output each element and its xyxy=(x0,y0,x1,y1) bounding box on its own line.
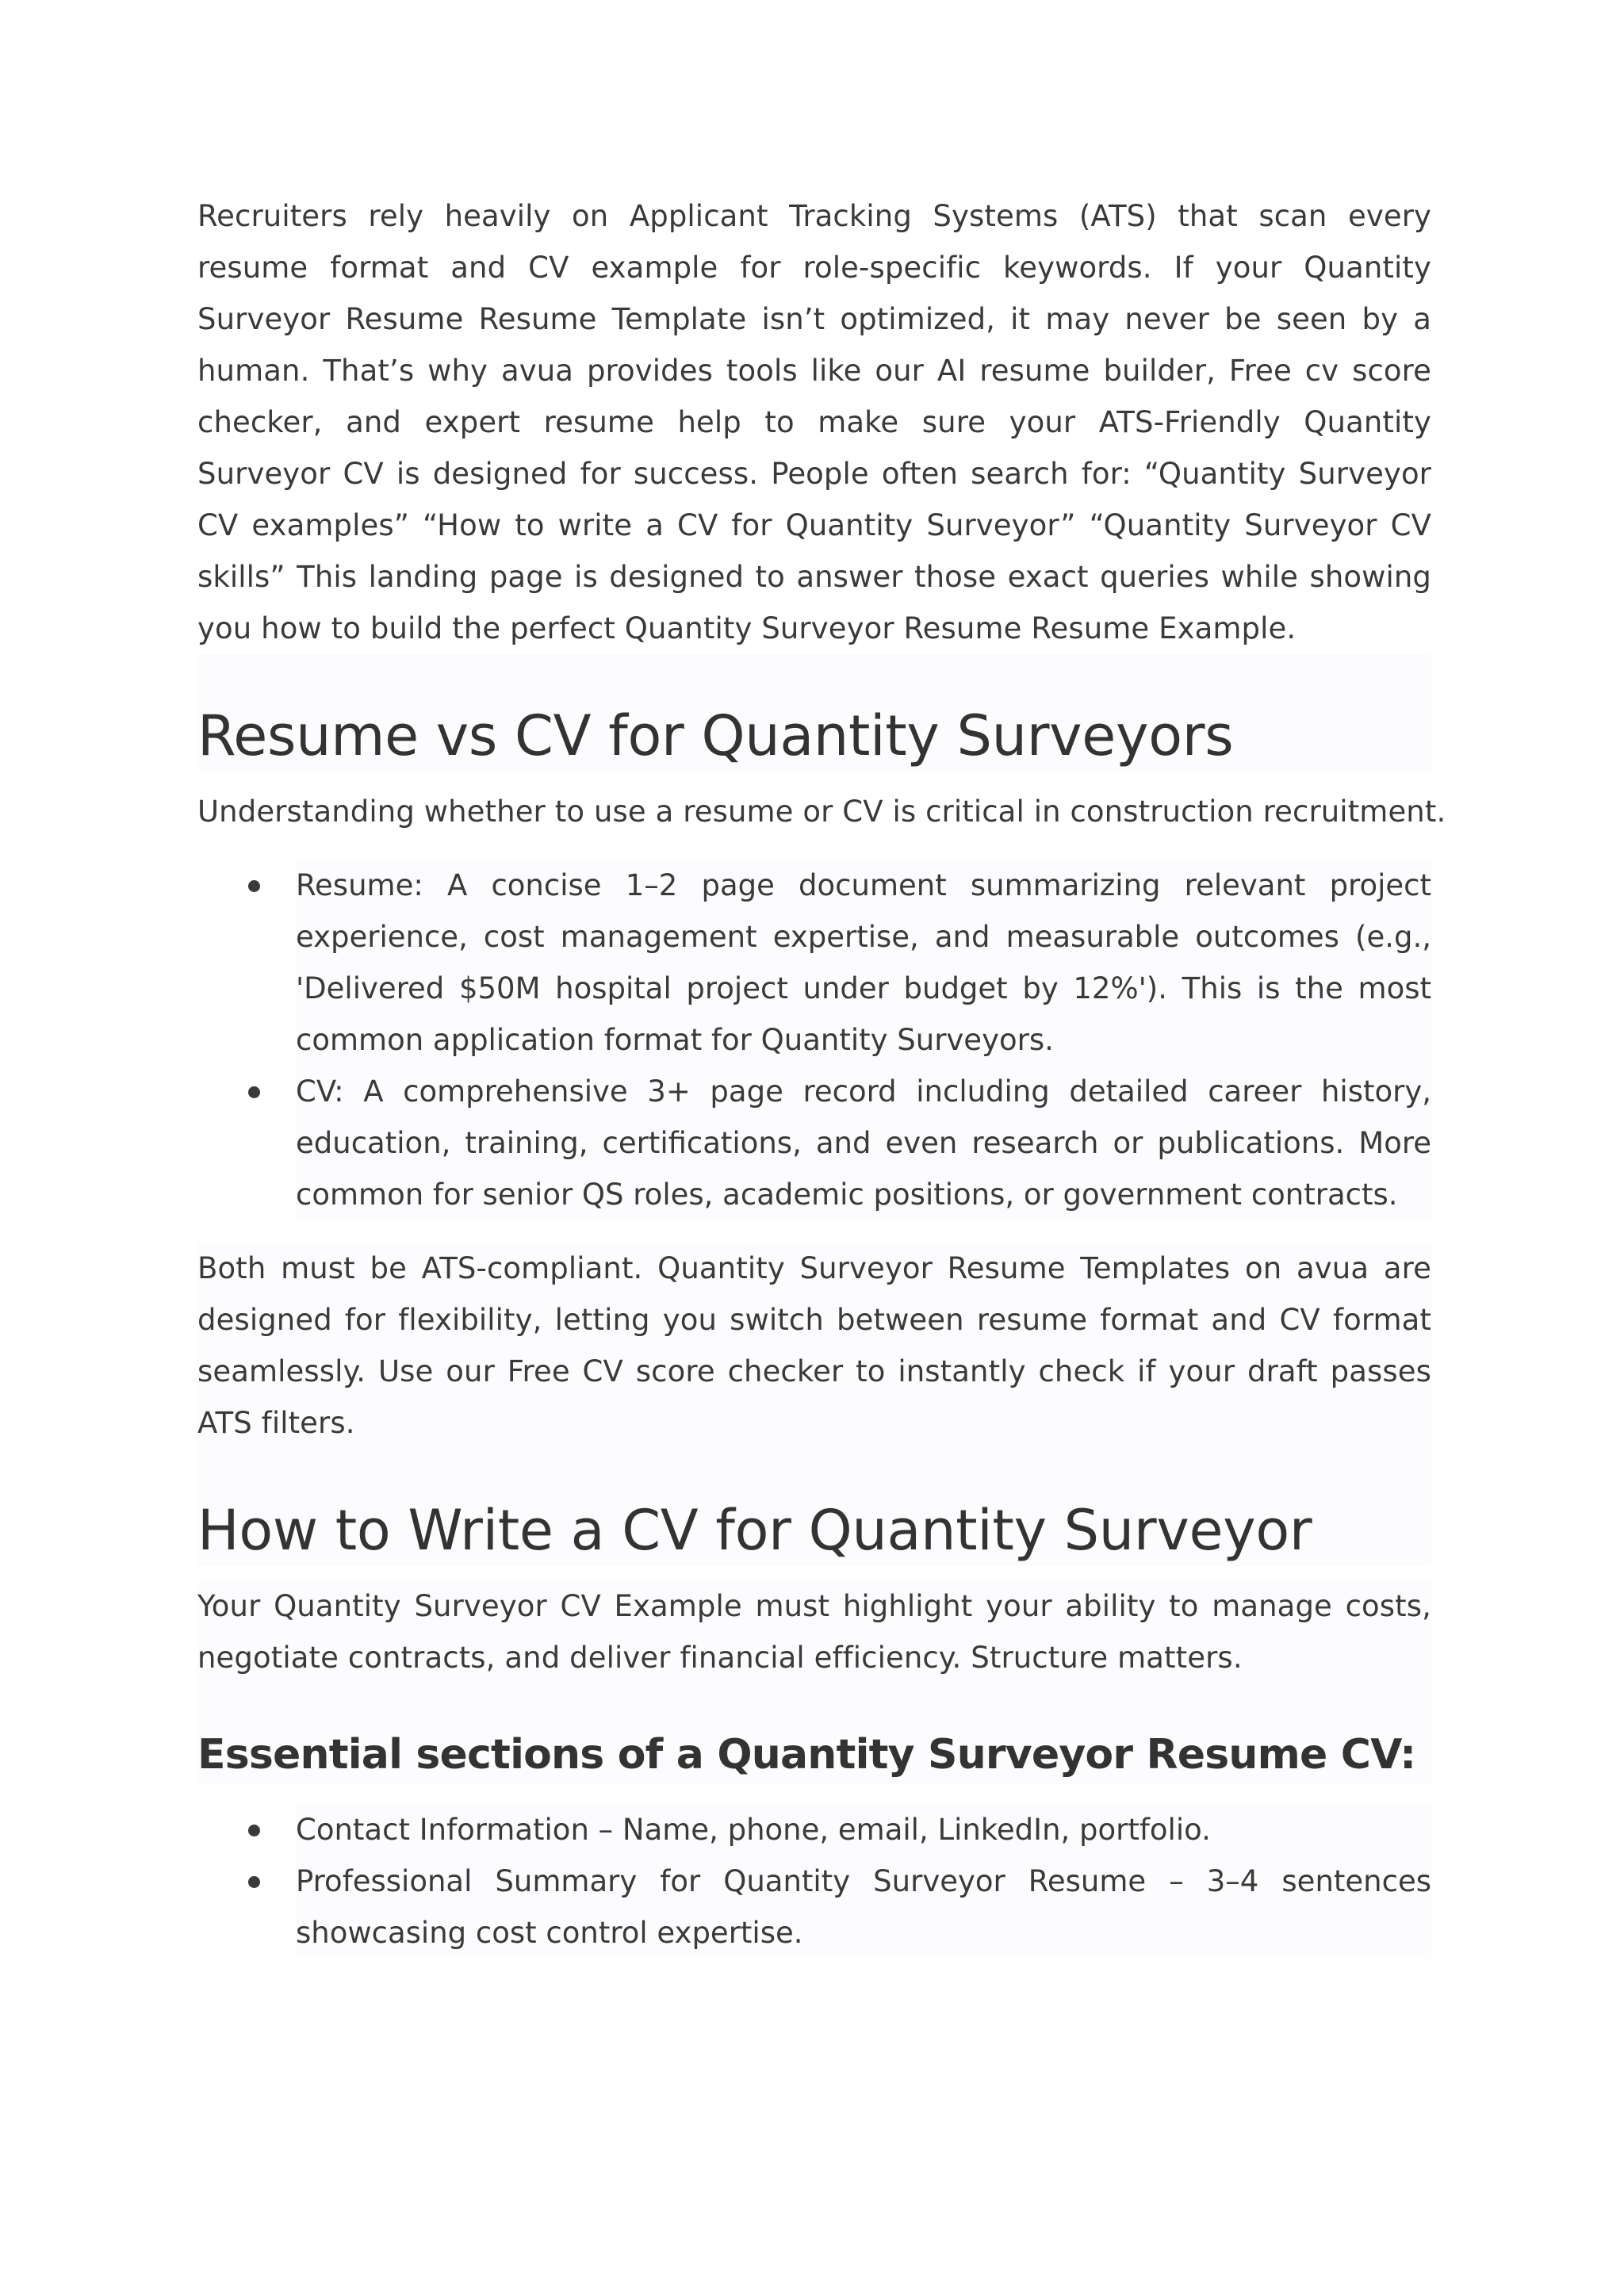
subsection-heading-essential-sections: Essential sections of a Quantity Surveyor Resume CV: xyxy=(197,1725,1431,1785)
section-heading-how-to-write-cv: How to Write a CV for Quantity Surveyor xyxy=(197,1495,1431,1566)
list-item-text: Resume: A concise 1–2 page document summarizing relevant project experience, cost management expertise, and measurable outcomes (e.g., 'Delivered $50M hospital project under budget by 12%'). This is the most common application format for Quantity Surveyors. xyxy=(296,868,1431,1057)
section-heading-resume-vs-cv: Resume vs CV for Quantity Surveyors xyxy=(197,700,1431,772)
spacer xyxy=(197,837,1431,860)
spacer xyxy=(197,1683,1431,1725)
spacer xyxy=(197,1220,1431,1243)
section-closing-paragraph: Both must be ATS-compliant. Quantity Surveyor Resume Templates on avua are designed for flexibility, letting you switch between resume format and CV format seamlessly. Use our Free CV score checker to instantly check if your draft passes ATS filters. xyxy=(197,1243,1431,1449)
spacer xyxy=(197,772,1431,786)
list-item-text: Professional Summary for Quantity Surveyor Resume – 3–4 sentences showcasing cost control expertise. xyxy=(296,1864,1431,1950)
bullet-icon xyxy=(248,1876,260,1888)
spacer xyxy=(197,1566,1431,1580)
bullet-icon xyxy=(248,1086,260,1098)
spacer xyxy=(197,1785,1431,1804)
section-lead-paragraph: Understanding whether to use a resume or CV is critical in construction recruitment. xyxy=(197,795,1446,829)
intro-paragraph: Recruiters rely heavily on Applicant Tracking Systems (ATS) that scan every resume format and CV example for role-specific keywords. If your Quantity Surveyor Resume Resume Template isn’t optimized, it may never be seen by a human. That’s why avua provides tools like our AI resume builder, Free cv score checker, and expert resume help to make sure your ATS-Friendly Quantity Surveyor CV is designed for success. People often search for: “Quantity Surveyor CV examples” “How to write a CV for Quantity Surveyor” “Quantity Surveyor CV skills” This landing page is designed to answer those exact queries while showing you how to build the perfect Quantity Surveyor Resume Resume Example. xyxy=(197,199,1431,645)
list-item xyxy=(296,1066,1431,1220)
bullet-icon xyxy=(248,1825,260,1836)
list-item xyxy=(296,1855,1431,1959)
document-body xyxy=(197,190,1446,1959)
section-lead-paragraph: Your Quantity Surveyor CV Example must highlight your ability to manage costs, negotiate contracts, and deliver financial efficiency. Structure matters. xyxy=(197,1580,1431,1683)
spacer xyxy=(197,1449,1431,1495)
resume-vs-cv-list xyxy=(197,860,1431,1220)
list-item xyxy=(296,1804,1431,1855)
list-item-text: CV: A comprehensive 3+ page record including detailed career history, education, training, certifications, and even research or publications. More common for senior QS roles, academic positions, or government contracts. xyxy=(296,1074,1431,1212)
list-item-text: Contact Information – Name, phone, email, LinkedIn, portfolio. xyxy=(296,1813,1211,1847)
essential-sections-list xyxy=(197,1804,1431,1959)
spacer xyxy=(197,654,1431,700)
list-item xyxy=(296,860,1431,1066)
bullet-icon xyxy=(248,880,260,892)
